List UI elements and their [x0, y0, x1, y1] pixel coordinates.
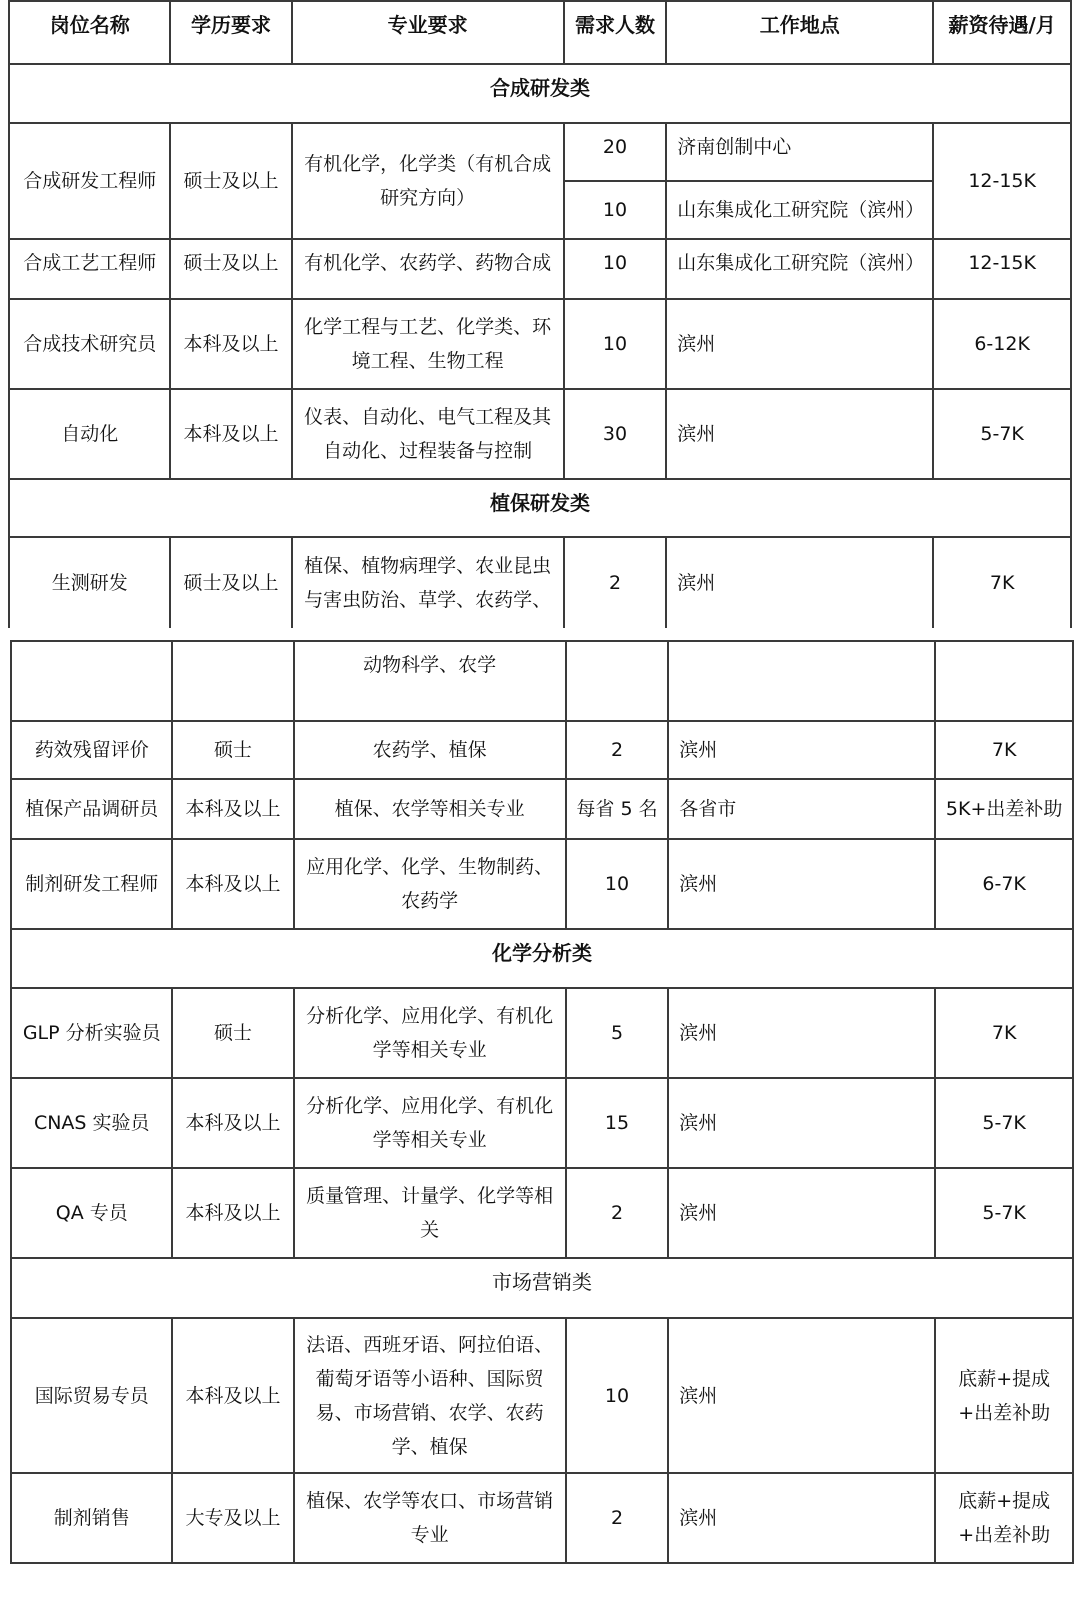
location-cell: 山东集成化工研究院（滨州） — [666, 181, 933, 239]
education-cell: 本科及以上 — [172, 839, 293, 929]
position-cell: QA 专员 — [11, 1168, 172, 1258]
table-row — [11, 1168, 1073, 1258]
salary-cell — [935, 641, 1073, 721]
table-row — [11, 1078, 1073, 1168]
location-cell: 滨州 — [666, 389, 933, 479]
location-cell — [668, 641, 935, 721]
category-chem: 化学分析类 — [11, 929, 1073, 988]
position-cell: 制剂研发工程师 — [11, 839, 172, 929]
position-cell: 合成研发工程师 — [9, 123, 170, 239]
position-cell: 制剂销售 — [11, 1473, 172, 1563]
position-cell: 生测研发 — [9, 537, 170, 629]
header-major: 专业要求 — [292, 1, 564, 64]
header-position: 岗位名称 — [9, 1, 170, 64]
education-cell: 本科及以上 — [172, 1078, 293, 1168]
education-cell: 硕士及以上 — [170, 239, 291, 299]
salary-cell: 底薪+提成+出差补助 — [935, 1473, 1073, 1563]
page-break-gap — [0, 628, 1080, 640]
count-cell: 2 — [566, 1473, 668, 1563]
table-row — [11, 988, 1073, 1078]
category-row — [9, 479, 1071, 537]
location-cell: 滨州 — [668, 721, 935, 779]
table-row — [9, 299, 1071, 389]
major-cell: 仪表、自动化、电气工程及其自动化、过程装备与控制 — [292, 389, 564, 479]
education-cell: 本科及以上 — [172, 1168, 293, 1258]
position-cell: CNAS 实验员 — [11, 1078, 172, 1168]
count-cell: 10 — [564, 239, 666, 299]
category-row — [11, 929, 1073, 988]
count-cell: 20 — [564, 123, 666, 181]
count-cell: 30 — [564, 389, 666, 479]
count-cell: 5 — [566, 988, 668, 1078]
salary-cell: 6-7K — [935, 839, 1073, 929]
location-cell: 滨州 — [668, 1078, 935, 1168]
major-cell: 农药学、植保 — [294, 721, 566, 779]
location-cell: 滨州 — [668, 839, 935, 929]
education-cell: 本科及以上 — [172, 779, 293, 839]
major-cell: 有机化学、农药学、药物合成 — [292, 239, 564, 299]
category-row — [9, 64, 1071, 123]
position-cell — [11, 641, 172, 721]
major-cell: 分析化学、应用化学、有机化学等相关专业 — [294, 988, 566, 1078]
position-cell: 合成技术研究员 — [9, 299, 170, 389]
education-cell: 大专及以上 — [172, 1473, 293, 1563]
salary-cell: 7K — [933, 537, 1071, 629]
major-cell: 分析化学、应用化学、有机化学等相关专业 — [294, 1078, 566, 1168]
category-market: 市场营销类 — [11, 1258, 1073, 1318]
job-table-part-1 — [8, 0, 1072, 630]
position-cell: GLP 分析实验员 — [11, 988, 172, 1078]
location-cell: 滨州 — [668, 988, 935, 1078]
header-salary: 薪资待遇/月 — [933, 1, 1071, 64]
count-cell: 10 — [566, 839, 668, 929]
count-cell: 2 — [566, 721, 668, 779]
major-cell: 植保、农学等相关专业 — [294, 779, 566, 839]
count-cell: 10 — [566, 1318, 668, 1473]
count-cell: 每省 5 名 — [566, 779, 668, 839]
position-cell: 植保产品调研员 — [11, 779, 172, 839]
position-cell: 药效残留评价 — [11, 721, 172, 779]
major-cell: 法语、西班牙语、阿拉伯语、葡萄牙语等小语种、国际贸易、市场营销、农学、农药学、植保 — [294, 1318, 566, 1473]
salary-cell: 5-7K — [935, 1168, 1073, 1258]
salary-cell: 12-15K — [933, 239, 1071, 299]
job-table-part-2 — [10, 640, 1074, 1564]
table-row — [9, 239, 1071, 299]
major-cell: 植保、农学等农口、市场营销专业 — [294, 1473, 566, 1563]
location-cell: 滨州 — [666, 299, 933, 389]
table-row — [9, 389, 1071, 479]
education-cell: 硕士 — [172, 988, 293, 1078]
position-cell: 合成工艺工程师 — [9, 239, 170, 299]
major-cell: 质量管理、计量学、化学等相关 — [294, 1168, 566, 1258]
count-cell: 10 — [564, 299, 666, 389]
location-cell: 滨州 — [668, 1473, 935, 1563]
location-cell: 滨州 — [666, 537, 933, 629]
count-cell — [566, 641, 668, 721]
table-row — [11, 721, 1073, 779]
table-row — [11, 779, 1073, 839]
salary-cell: 7K — [935, 721, 1073, 779]
category-plant: 植保研发类 — [9, 479, 1071, 537]
major-cell: 化学工程与工艺、化学类、环境工程、生物工程 — [292, 299, 564, 389]
location-cell: 各省市 — [668, 779, 935, 839]
education-cell: 硕士及以上 — [170, 123, 291, 239]
header-education: 学历要求 — [170, 1, 291, 64]
education-cell: 硕士 — [172, 721, 293, 779]
salary-cell: 底薪+提成+出差补助 — [935, 1318, 1073, 1473]
position-cell: 国际贸易专员 — [11, 1318, 172, 1473]
location-cell: 滨州 — [668, 1168, 935, 1258]
salary-cell: 7K — [935, 988, 1073, 1078]
salary-cell: 5K+出差补助 — [935, 779, 1073, 839]
category-synthesis: 合成研发类 — [9, 64, 1071, 123]
count-cell: 15 — [566, 1078, 668, 1168]
salary-cell: 6-12K — [933, 299, 1071, 389]
major-cell: 动物科学、农学 — [294, 641, 566, 721]
position-cell: 自动化 — [9, 389, 170, 479]
category-row — [11, 1258, 1073, 1318]
education-cell: 本科及以上 — [170, 299, 291, 389]
location-cell: 山东集成化工研究院（滨州） — [666, 239, 933, 299]
count-cell: 2 — [566, 1168, 668, 1258]
header-count: 需求人数 — [564, 1, 666, 64]
table-row — [11, 1473, 1073, 1563]
table-row — [9, 123, 1071, 181]
location-cell: 滨州 — [668, 1318, 935, 1473]
education-cell — [172, 641, 293, 721]
education-cell: 本科及以上 — [172, 1318, 293, 1473]
major-cell: 植保、植物病理学、农业昆虫与害虫防治、草学、农药学、 — [292, 537, 564, 629]
location-cell: 济南创制中心 — [666, 123, 933, 181]
major-cell: 有机化学，化学类（有机合成研究方向） — [292, 123, 564, 239]
table-row — [11, 641, 1073, 721]
table-row — [11, 839, 1073, 929]
salary-cell: 12-15K — [933, 123, 1071, 239]
major-cell: 应用化学、化学、生物制药、农药学 — [294, 839, 566, 929]
salary-cell: 5-7K — [933, 389, 1071, 479]
count-cell: 10 — [564, 181, 666, 239]
salary-cell: 5-7K — [935, 1078, 1073, 1168]
table-header-row — [9, 1, 1071, 64]
count-cell: 2 — [564, 537, 666, 629]
education-cell: 本科及以上 — [170, 389, 291, 479]
education-cell: 硕士及以上 — [170, 537, 291, 629]
header-location: 工作地点 — [666, 1, 933, 64]
table-row — [11, 1318, 1073, 1473]
table-row — [9, 537, 1071, 629]
